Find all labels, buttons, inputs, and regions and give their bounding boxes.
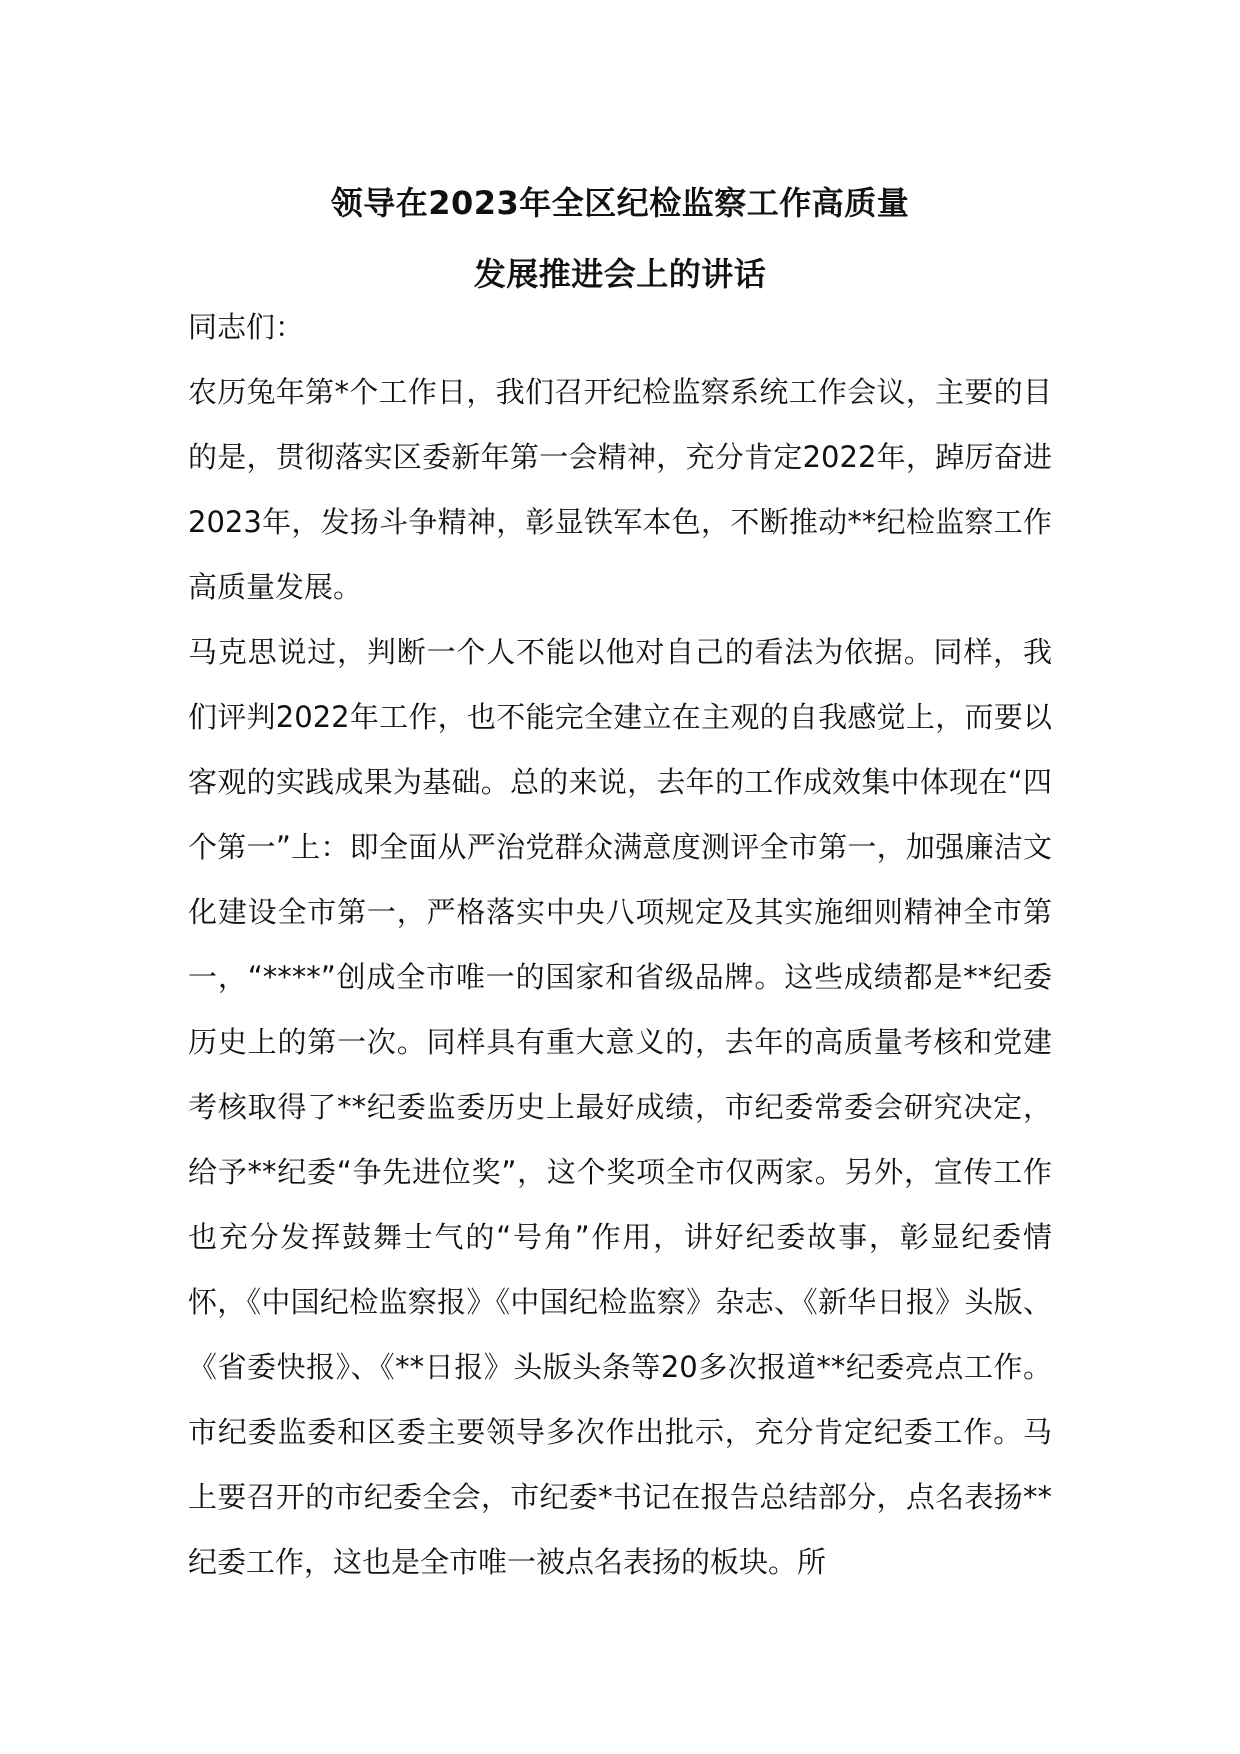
salutation: 同志们： [188, 310, 305, 344]
title-line-2: 发展推进会上的讲话 [473, 255, 767, 293]
document-body [188, 295, 1052, 1595]
paragraph-opening: 农历兔年第*个工作日，我们召开纪检监察系统工作会议，主要的目的是，贯彻落实区委新年第一会精神，充分肯定2022年，踔厉奋进2023年，发扬斗争精神，彰显铁军本色，不断推动**纪检监察工作高质量发展。 [188, 375, 1052, 604]
title-line-1: 领导在2023年全区纪检监察工作高质量 [330, 184, 910, 222]
paragraph-achievements: 马克思说过，判断一个人不能以他对自己的看法为依据。同样，我们评判2022年工作，也不能完全建立在主观的自我感觉上，而要以客观的实践成果为基础。总的来说，去年的工作成效集中体现在“四个第一”上：即全面从严治党群众满意度测评全市第一，加强廉洁文化建设全市第一，严格落实中央八项规定及其实施细则精神全市第一，“****”创成全市唯一的国家和省级品牌。这些成绩都是**纪委历史上的第一次。同样具有重大意义的，去年的高质量考核和党建考核取得了**纪委监委历史上最好成绩，市纪委常委会研究决定，给予**纪委“争先进位奖”，这个奖项全市仅两家。另外，宣传工作也充分发挥鼓舞士气的“号角”作用，讲好纪委故事，彰显纪委情怀，《中国纪检监察报》《中国纪检监察》杂志、《新华日报》头版、《省委快报》、《**日报》头版头条等20多次报道**纪委亮点工作。市纪委监委和区委主要领导多次作出批示，充分肯定纪委工作。马上要召开的市纪委全会，市纪委*书记在报告总结部分，点名表扬**纪委工作，这也是全市唯一被点名表扬的板块。所 [188, 635, 1052, 1579]
document-title [188, 168, 1052, 310]
